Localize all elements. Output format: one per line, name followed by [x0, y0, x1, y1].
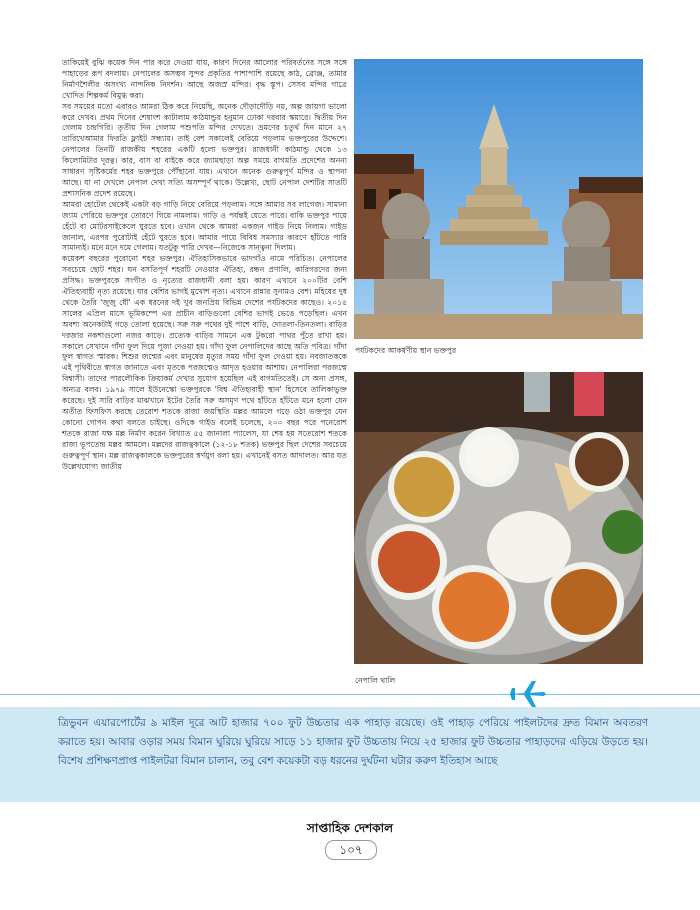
info-box-text: ত্রিভুবন এয়ারপোর্টের ৯ মাইল দূরে আট হাজার ৭০০ ফুট উচ্চতার এক পাহাড় রয়েছে। ওই পাহাড় পেরিয়ে পাইলটদের দ্রুত বিমান অবতরণ করাতে হয়। আবার ওড়ার সময় বিমান ঘুরিয়ে ঘুরিয়ে সাড়ে ১১ হাজার ফুট উচ্চতায় নিয়ে ২৫ হাজার ফুট উচ্চতার পাহাড়দের এড়িয়ে উড়তে হয়। বিশেষ প্রশিক্ষণপ্রাপ্ত পাইলটরা বিমান চালান, তবু বেশ কয়েকটা বড় ধরনের দুর্ঘটনা ঘটার করুণ ইতিহাস আছে — [58, 717, 648, 767]
article-paragraph-2: সব সময়ের মতো এবারও আমরা ঠিক করে নিয়েছি, অনেক দৌড়াদৌড়ি নয়, অল্প জায়গা ভালো করে দেখব। প্রথম দিনের শেষাংশ কাটালাম কাঠমান্ডুর হনুমান ঢোকা দরবার স্কয়ারে। দ্বিতীয় দিন গেলাম চন্দ্রগিরি। তৃতীয় দিন গেলাম পশুপতি মন্দির দেখতে। ভ্রমণের চতুর্থ দিন মানে ২৭ তারিখেআমার ফিরতি ফ্লাইট সন্ধ্যায়। তাই বেশ সকালেই বেরিয়ে পড়লাম ভক্তপুরের উদ্দেশে। নেপালের তিনটি রাজকীয় শহরের একটি হলো ভক্তপুর। রাজধানী কাঠমান্ডু থেকে ১৩ কিলোমিটার দূরত্ব। কার, বাস বা বাইকে করে জ্যামছাড়া অল্প সময়ে বাগমতি প্রদেশের অনন্য সাধারণ সৃষ্টিকর্মের শহর ভক্তপুরে পৌঁছানো যায়। এখানে অনেক গুরুত্বপূর্ণ মন্দির ও স্থাপনা আছে। যা না দেখলে নেপাল দেখা সত্যি অসম্পূর্ণ থাকে। উল্লেখ্য, ছোট নেপাল দেশটির সাতটি প্রশাসনিক প্রদেশ রয়েছে। — [62, 101, 347, 198]
article-paragraph-4: কয়েকশ বছরের পুরোনো শহর ভক্তপুর। ঐতিহাসিকভাবে ভাদগাঁও নামে পরিচিত। নেপালের সবচেয়ে ছোট শহর। ঘন বসতিপূর্ণ শহরটি নেওয়ার ঐতিহ্য, রন্ধন প্রণালি, কারিগরদের জন্য প্রসিদ্ধ। ভক্তপুরকে সংগীত ও নৃত্যের রাজধানী বলা হয়। কারণ এখানে ২০০টির বেশি ঐতিহ্যবাহী নৃত্য রয়েছে। যার বেশির ভাগই মুখোশ নৃত্য। এখানে রান্নার সুনামও বেশ। মহিষের দুধ থেকে তৈরি 'জুজু ধৌ' এক ধরনের দই খুব জনপ্রিয় বিভিন্ন দেশের পর্যটকদের কাছেও। ২০১৫ সালের এপ্রিল মাসে ভূমিকম্পে এর প্রাচীন বাড়িগুলো বেশির ভাগই ভেঙে পড়েছিল। এখন অবশ্য অনেকটাই গড়ে তোলা হয়েছে। সরু সরু পথের দুই পাশে বাড়ি, দোতলা-তিনতলা। বাড়ির দরজার নকশাগুলো নজর কাড়ে। প্রত্যেক বাড়ির সামনে এক টুকরো পাথর পুঁতে রাখা হয়। সকালে সেখানে গাঁদা ফুল দিয়ে পূজা দেওয়া হয়। গাঁদা ফুল নেপালিদের কাছে অতি পবিত্র। গাঁদা ফুল স্বাগত স্মারক। শিশুর জন্মের এবং মানুষের মৃত্যুর সময় গাঁদা ফুল দেওয়া হয়। নবজাতককে এই পৃথিবীতে স্বাগত জানাতে এবং মৃতকে পরজন্মেও আদৃত হওয়ার আশায়। নেপালিরা পরজন্মে বিশ্বাসী। তাদের পারলৌকিক ক্রিয়াকর্ম দেখার সুযোগ হয়েছিল এই বাগমতিতেই। সে অন্য প্রসঙ্গ, অন্যত্র বলব। ১৯৭৯ সালে ইউনেস্কো ভক্তপুরকে 'বিশ্ব ঐতিহ্যবাহী স্থান' হিসেবে তালিকাভুক্ত করেছে। দুই সারি বাড়ির মাঝখানে ইটের তৈরি সরু অসমৃণ পথে হাঁটতে হাঁটতে মনে হলো যেন অতীত ফিসফিস করছে তেরোশ শতকে রাজা জয়স্থিতি মল্লর আমলে গড়ে ওঠা ভক্তপুর যেন কোনো গোপন কথা বলতে চাইছে। ওদিকে গাইড বলেই চলেছে, ২০০ বছর পরে পনেরোশ শতকে রাজা যক্ষ মল্ল নির্মাণ করেন বিখ্যাত ৫৫ জানালা প্যালেস, যা শেষ হয় সতেরোশ শতকে রাজা ভূপতেন্দ্র মল্লর আমলে। মল্লদের রাজত্বকালে (১২-১৮ শতক) ভক্তপুর ছিল দেশের সবচেয়ে গুরুত্বপূর্ণ স্থান। মল্ল রাজত্বকালকে ভক্তপুরের স্বর্ণযুগ বলা হয়। এখানেই বসত আদালত। আর যত উল্লেখযোগ্য জাতীয় — [62, 254, 347, 471]
photo-2-caption: নেপালি থালি — [355, 676, 396, 685]
magazine-title: সাপ্তাহিক দেশকাল — [306, 821, 394, 835]
nepali-thali-photo — [354, 372, 643, 664]
page-number: ১০৭ — [325, 840, 377, 860]
article-paragraph-1: তাকিয়েই বুঝি কয়েক দিন পার করে দেওয়া যায়, কারণ দিনের আলোর পরিবর্তনের সঙ্গে সঙ্গে পাহাড়ের রূপ বদলায়। নেপালের অসম্ভব সুন্দর প্রকৃতির পাশাপাশি রয়েছে কাঠ, ব্রোঞ্জ, তামার নির্মাণশৈলীর অসংখ্য নান্দনিক নিদর্শন। আছে অজস্র মন্দির। বৃদ্ধ স্তূপ। সেসব মন্দির গাত্রে খোদিত শিল্পকর্ম বিমুগ্ধ করা। — [62, 58, 347, 100]
article-paragraph-3: আমরা হোটেল থেকেই একটা বড় গাড়ি নিয়ে বেরিয়ে পড়লাম। সঙ্গে আমার সব লাগেজ। সামান্য জ্যাম পেরিয়ে ভক্তপুর তোরণে গিয়ে নামলাম। গাড়ি ও পর্যন্তই যেতে পারে। বাকি ভক্তপুর পায়ে হেঁটে বা মোটরসাইকেলে ঘুরতে হবে। ওখান থেকে আমরা একজন গাইড নিয়ে নিলাম। গাইড জানাল, এরপর পুরোটাই হেঁটে ঘুরতে হবে। আমার পায়ে বিবিধ সমস্যার কারণে হাঁটতে পারি সামান্যই। মনে মনে দমে গেলাম। যতটুকু পারি দেখব—নিজেকে সান্ত্বনা দিলাম। — [62, 199, 347, 253]
airplane-icon — [508, 680, 546, 708]
sidebar-divider — [0, 694, 700, 695]
photo-1-caption: পর্যটকদের আকর্ষণীয় স্থান ভক্তপুর — [355, 346, 457, 355]
bhaktapur-temple-photo — [354, 59, 643, 339]
article-body — [62, 58, 347, 472]
